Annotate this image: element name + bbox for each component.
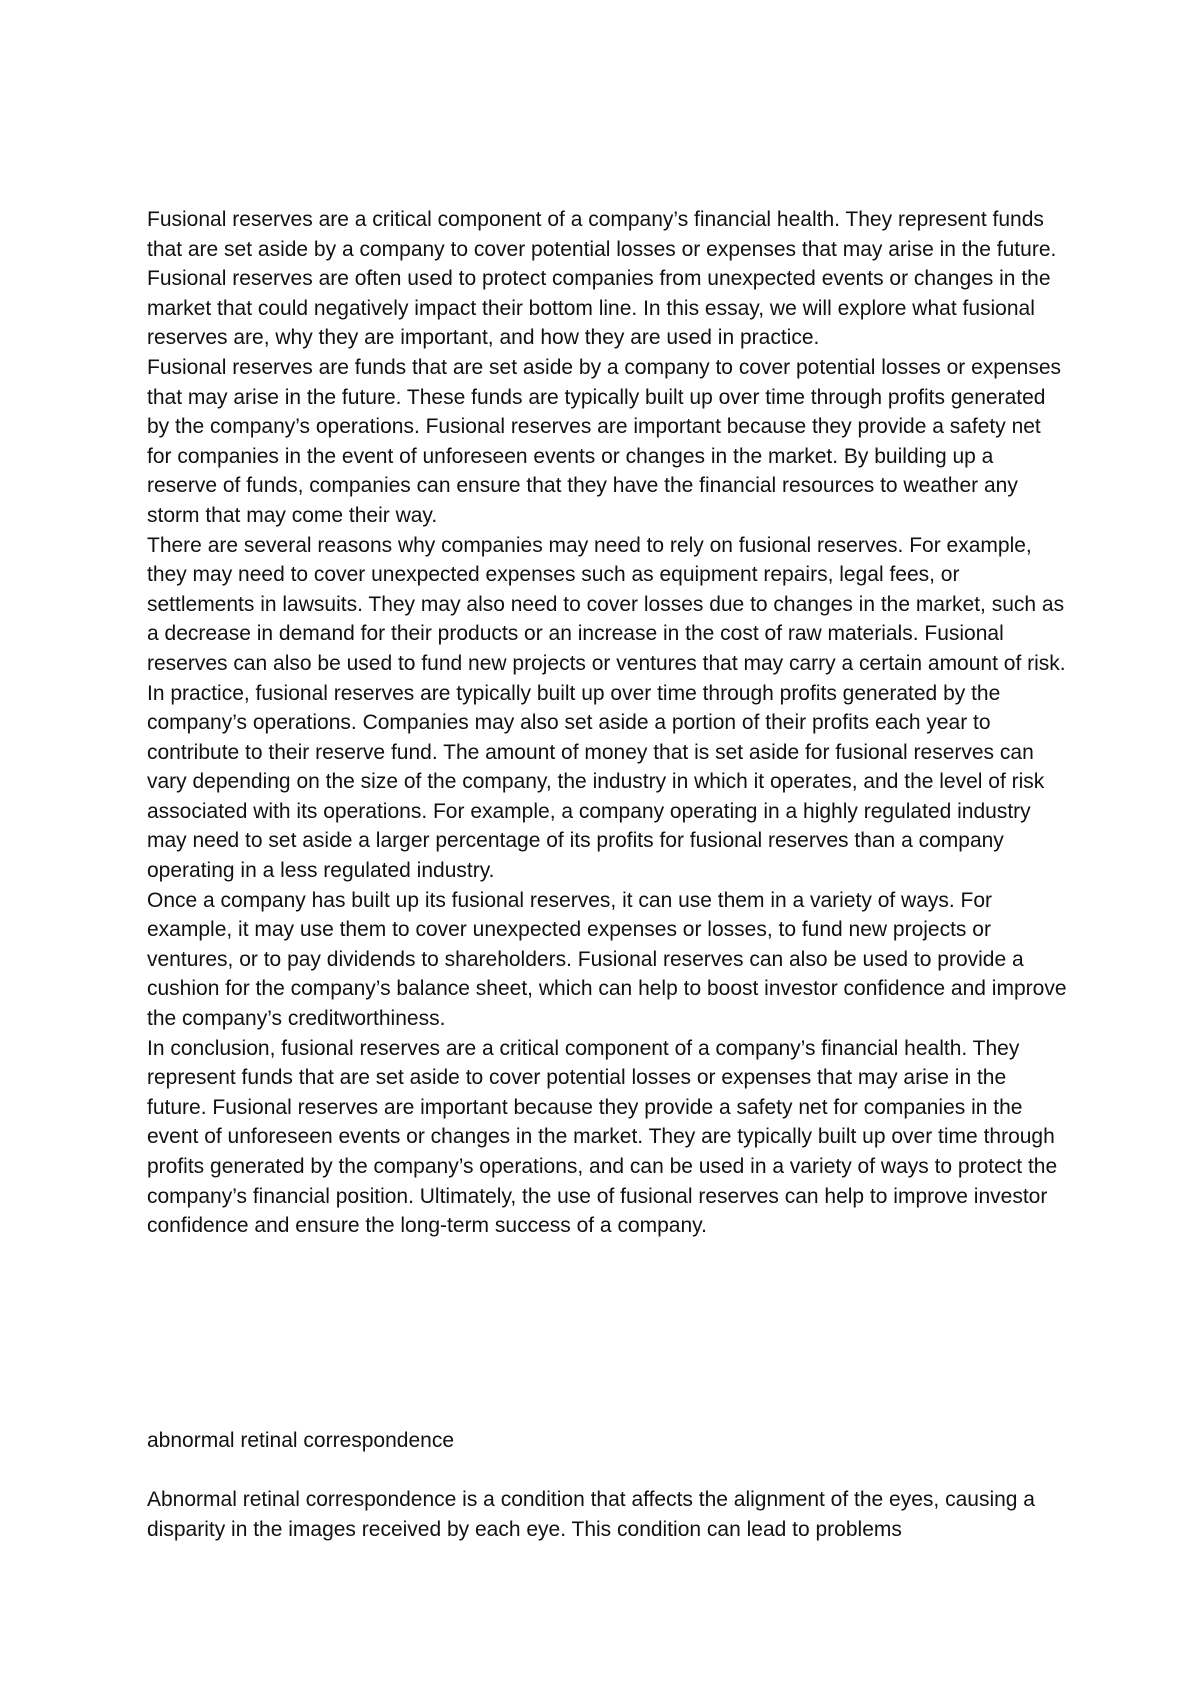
section-heading: abnormal retinal correspondence <box>147 1429 455 1452</box>
essay-paragraph-5: Once a company has built up its fusional reserves, it can use them in a variety of ways. For example, it may use them to cover unexpected expenses or losses, to fund new projects or ventures, or to pay dividends to shareholders. Fusional reserves can also be used to provide a cushion for the company’s balance sheet, which can help to boost investor confidence and improve the company’s creditworthiness. <box>147 888 1067 1031</box>
section-body <box>147 1485 1067 1544</box>
essay-body <box>147 205 1067 1241</box>
essay-paragraph-1: Fusional reserves are a critical component of a company’s financial health. They represent funds that are set aside by a company to cover potential losses or expenses that may arise in the future. Fusional reserves are often used to protect companies from unexpected events or changes in the market that could negatively impact their bottom line. In this essay, we will explore what fusional reserves are, why they are important, and how they are used in practice. <box>147 208 1057 350</box>
essay-paragraph-3: There are several reasons why companies may need to rely on fusional reserves. For example, they may need to cover unexpected expenses such as equipment repairs, legal fees, or settlements in lawsuits. They may also need to cover losses due to changes in the market, such as a decrease in demand for their products or an increase in the cost of raw materials. Fusional reserves can also be used to fund new projects or ventures that may carry a certain amount of risk. <box>147 533 1066 675</box>
essay-paragraph-4: In practice, fusional reserves are typically built up over time through profits generated by the company’s operations. Companies may also set aside a portion of their profits each year to contribute to their reserve fund. The amount of money that is set aside for fusional reserves can vary depending on the size of the company, the industry in which it operates, and the level of risk associated with its operations. For example, a company operating in a highly regulated industry may need to set aside a larger percentage of its profits for fusional reserves than a company operating in a less regulated industry. <box>147 681 1045 883</box>
section-paragraph: Abnormal retinal correspondence is a condition that affects the alignment of the eyes, causing a disparity in the images received by each eye. This condition can lead to problems <box>147 1488 1035 1541</box>
essay-paragraph-2: Fusional reserves are funds that are set aside by a company to cover potential losses or expenses that may arise in the future. These funds are typically built up over time through profits generated by the company’s operations. Fusional reserves are important because they provide a safety net for companies in the event of unforeseen events or changes in the market. By building up a reserve of funds, companies can ensure that they have the financial resources to weather any storm that may come their way. <box>147 355 1061 527</box>
essay-paragraph-6: In conclusion, fusional reserves are a critical component of a company’s financial health. They represent funds that are set aside to cover potential losses or expenses that may arise in the future. Fusional reserves are important because they provide a safety net for companies in the event of unforeseen events or changes in the market. They are typically built up over time through profits generated by the company’s operations, and can be used in a variety of ways to protect the company’s financial position. Ultimately, the use of fusional reserves can help to improve investor confidence and ensure the long-term success of a company. <box>147 1036 1058 1238</box>
